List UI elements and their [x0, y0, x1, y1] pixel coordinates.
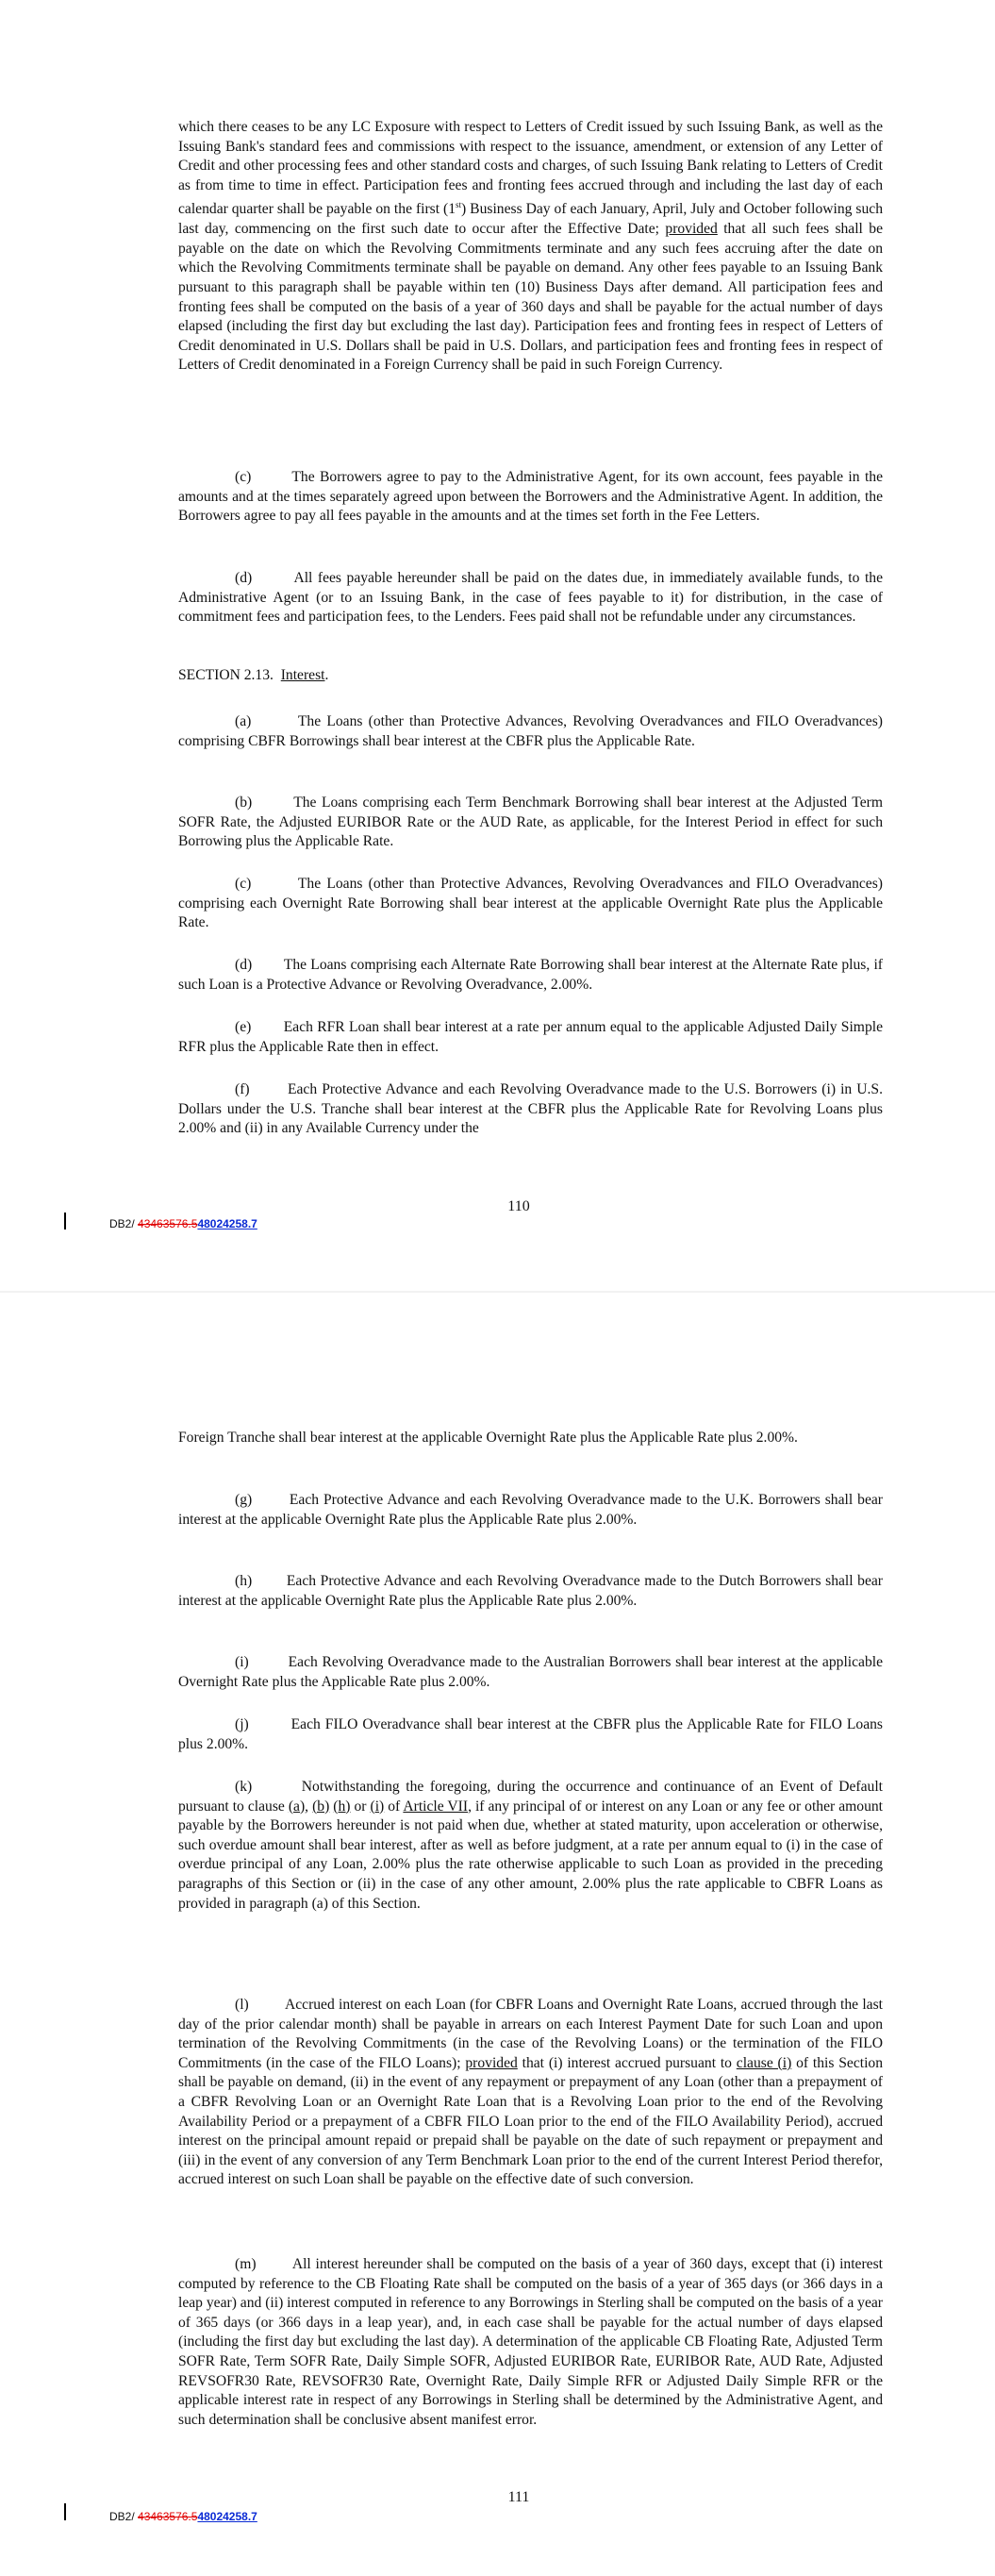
change-bar	[64, 2503, 66, 2520]
paragraph-d: (d) All fees payable hereunder shall be paid on the dates due, in immediately available funds, to the Administrative Agent (or to an Issuing Bank, in the case of fees payable to it) for distribution, in the case of commitment fees and participation fees, to the Lenders. Fees paid shall not be refundable under any circumstances.	[178, 570, 883, 626]
page-number: 110	[507, 1198, 530, 1214]
interest-m: (m) All interest hereunder shall be computed on the basis of a year of 360 days, except that (i) interest computed by reference to the CB Floating Rate shall be computed on the basis of a year of 365 days (or 366 days in a leap year) and (ii) interest computed in reference to any Borrowings in Sterling shall be computed on the basis of a year of 365 days (or 366 days in a leap year), and, in each case shall be payable for the actual number of days elapsed (including the first day but excluding the last day). A determination of the applicable CB Floating Rate, Adjusted Term SOFR Rate, Term SOFR Rate, Daily Simple SOFR, Adjusted EURIBOR Rate, EURIBOR Rate, AUD Rate, Adjusted REVSOFR30 Rate, REVSOFR30 Rate, Overnight Rate, Daily Simple RFR or Adjusted Daily Simple RFR or the applicable interest rate in respect of any Borrowings in Sterling shall be determined by the Administrative Agent, and such determination shall be conclusive absent manifest error.	[178, 2256, 883, 2428]
section-heading: SECTION 2.13. Interest.	[178, 667, 329, 683]
interest-c: (c) The Loans (other than Protective Advances, Revolving Overadvances and FILO Overadvances) comprising each Overnight Rate Borrowing shall bear interest at the applicable Overnight Rate plus the Applicable Rate.	[178, 876, 883, 931]
interest-b: (b) The Loans comprising each Term Benchmark Borrowing shall bear interest at the Adjusted Term SOFR Rate, the Adjusted EURIBOR Rate or the AUD Rate, as applicable, for the Interest Period in effect for such Borrowing plus the Applicable Rate.	[178, 795, 883, 850]
interest-a: (a) The Loans (other than Protective Advances, Revolving Overadvances and FILO Overadvances) comprising CBFR Borrowings shall bear interest at the CBFR plus the Applicable Rate.	[178, 713, 883, 749]
interest-k: (k) Notwithstanding the foregoing, during the occurrence and continuance of an Event of Default pursuant to clause (a), (b) (h) or (i) of Article VII, if any principal of or interest on any Loan or any fee or other amount payable by the Borrowers hereunder is not paid when due, whether at stated maturity, upon acceleration or otherwise, such overdue amount shall bear interest, after as well as before judgment, at a rate per annum equal to (i) in the case of overdue principal of any Loan, 2.00% plus the rate otherwise applicable to such Loan as provided in the preceding paragraphs of this Section or (ii) in the case of any other amount, 2.00% plus the rate applicable to CBFR Loans as provided in paragraph (a) of this Section.	[178, 1779, 883, 1912]
interest-f-continuation: Foreign Tranche shall bear interest at the applicable Overnight Rate plus the Applicable Rate plus 2.00%.	[178, 1430, 798, 1446]
interest-d: (d) The Loans comprising each Alternate Rate Borrowing shall bear interest at the Alternate Rate plus, if such Loan is a Protective Advance or Revolving Overadvance, 2.00%.	[178, 957, 883, 993]
change-bar	[64, 1213, 66, 1229]
paragraph-c: (c) The Borrowers agree to pay to the Administrative Agent, for its own account, fees payable in the amounts and at the times separately agreed upon between the Borrowers and the Administrative Agent. In addition, the Borrowers agree to pay all fees payable in the amounts and at the times set forth in the Fee Letters.	[178, 469, 883, 525]
interest-e: (e) Each RFR Loan shall bear interest at a rate per annum equal to the applicable Adjusted Daily Simple RFR plus the Applicable Rate then in effect.	[178, 1019, 883, 1055]
page-number: 111	[507, 2489, 530, 2505]
page-111	[0, 1293, 995, 2576]
interest-h: (h) Each Protective Advance and each Revolving Overadvance made to the Dutch Borrowers shall bear interest at the applicable Overnight Rate plus the Applicable Rate plus 2.00%.	[178, 1573, 883, 1609]
document-id-footer: DB2/ 43463576.548024258.7	[109, 2510, 257, 2523]
interest-j: (j) Each FILO Overadvance shall bear interest at the CBFR plus the Applicable Rate for FILO Loans plus 2.00%.	[178, 1716, 883, 1752]
fees-paragraph-continuation: which there ceases to be any LC Exposure with respect to Letters of Credit issued by such Issuing Bank, as well as the Issuing Bank's standard fees and commissions with respect to the issuance, amendment, or extension of any Letter of Credit and other processing fees and other standard costs and charges, of such Issuing Bank relating to Letters of Credit as from time to time in effect. Participation fees and fronting fees accrued through and including the last day of each calendar quarter shall be payable on the first (1st) Business Day of each January, April, July and October following such last day, commencing on the first such date to occur after the Effective Date; provided that all such fees shall be payable on the date on which the Revolving Commitments terminate and any such fees accruing after the date on which the Revolving Commitments terminate shall be payable on demand. Any other fees payable to an Issuing Bank pursuant to this paragraph shall be payable within ten (10) Business Days after demand. All participation fees and fronting fees shall be computed on the basis of a year of 360 days and shall be payable for the actual number of days elapsed (including the first day but excluding the last day). Participation fees and fronting fees in respect of Letters of Credit denominated in U.S. Dollars shall be paid in U.S. Dollars, and participation fees and fronting fees in respect of Letters of Credit denominated in a Foreign Currency shall be paid in such Foreign Currency.	[178, 119, 883, 374]
interest-l: (l) Accrued interest on each Loan (for CBFR Loans and Overnight Rate Loans, accrued through the last day of the prior calendar month) shall be payable in arrears on each Interest Payment Date for such Loan and upon termination of the Revolving Commitments (in the case of the Revolving Loans) or the termination of the FILO Commitments (in the case of the FILO Loans); provided that (i) interest accrued pursuant to clause (i) of this Section shall be payable on demand, (ii) in the event of any repayment or prepayment of any Loan (other than a prepayment of a CBFR Revolving Loan or an Overnight Rate Loan that is a Revolving Loan prior to the end of the Revolving Availability Period or a prepayment of a CBFR FILO Loan prior to the end of the FILO Availability Period), accrued interest on the principal amount repaid or prepaid shall be payable on the date of such repayment or prepayment and (iii) in the event of any conversion of any Term Benchmark Loan prior to the end of the current Interest Period therefor, accrued interest on such Loan shall be payable on the effective date of such conversion.	[178, 1997, 884, 2188]
interest-f: (f) Each Protective Advance and each Revolving Overadvance made to the U.S. Borrowers (i) in U.S. Dollars under the U.S. Tranche shall bear interest at the CBFR plus the Applicable Rate for Revolving Loans plus 2.00% and (ii) in any Available Currency under the	[178, 1081, 883, 1137]
interest-g: (g) Each Protective Advance and each Revolving Overadvance made to the U.K. Borrowers shall bear interest at the applicable Overnight Rate plus the Applicable Rate plus 2.00%.	[178, 1492, 883, 1528]
document-id-footer: DB2/ 43463576.548024258.7	[109, 1217, 257, 1230]
interest-i: (i) Each Revolving Overadvance made to the Australian Borrowers shall bear interest at the applicable Overnight Rate plus the Applicable Rate plus 2.00%.	[178, 1654, 883, 1690]
